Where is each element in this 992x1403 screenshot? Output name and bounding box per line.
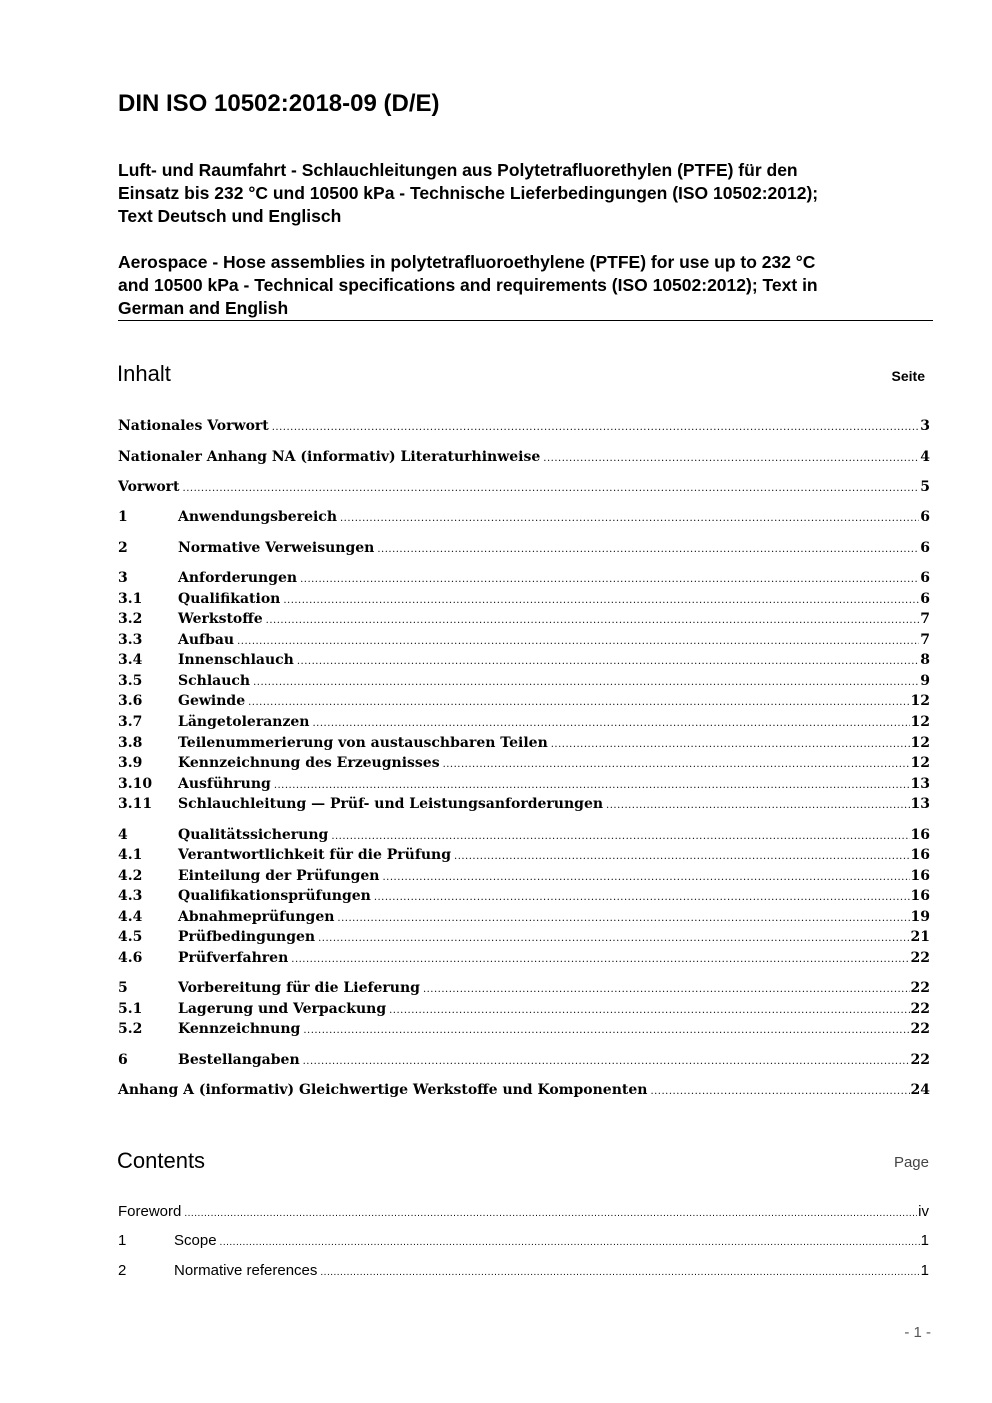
toc-de-dot-leader [443,759,910,770]
toc-de-dot-leader [183,483,920,494]
toc-de-entry-number: 3.3 [118,632,143,648]
german-title-line: Einsatz bis 232 °C und 10500 kPa - Technische Lieferbedingungen (ISO 10502:2012); [118,183,819,203]
toc-de-entry-page: 8 [920,652,930,668]
toc-en-entry-title: Foreword [118,1203,182,1220]
toc-de-entry-title: Ausführung [178,776,271,792]
toc-de-entry-title: Bestellangaben [178,1052,300,1068]
toc-de-entry-page: 22 [910,1021,930,1037]
toc-de-entry-title: Schlauch [178,673,251,689]
toc-de-entry-page: 22 [910,1001,930,1017]
toc-de-entry-number: 5.2 [118,1021,143,1037]
toc-de-entry-page: 12 [910,693,930,709]
toc-de-entry[interactable] [118,847,930,867]
toc-de-entry-page: 16 [910,847,930,863]
toc-de-entry-number: 3.4 [118,652,143,668]
toc-de-dot-leader [283,595,919,606]
toc-de-entry-number: 3.2 [118,611,143,627]
toc-de-entry-title: Anwendungsbereich [178,509,337,525]
toc-de-dot-leader [374,892,910,903]
toc-de-entry[interactable] [118,591,930,611]
toc-en-entry-page: iv [918,1203,929,1220]
toc-de-entry[interactable] [118,693,930,713]
toc-en-entry-page: 1 [920,1262,929,1279]
toc-de-dot-leader [297,656,919,667]
toc-de-entry[interactable] [118,449,930,469]
toc-de-entry-number: 3.6 [118,693,143,709]
toc-de-entry[interactable] [118,652,930,672]
toc-de-entry-number: 3.7 [118,714,143,730]
toc-de-entry[interactable] [118,509,930,529]
toc-en-entry-page: 1 [920,1232,929,1249]
toc-de-entry-title: Prüfbedingungen [178,929,316,945]
toc-de-dot-leader [543,453,919,464]
toc-de-entry-page: 9 [920,673,930,689]
toc-de-entry[interactable] [118,418,930,438]
toc-de-entry[interactable] [118,611,930,631]
toc-de-entry[interactable] [118,980,930,1000]
toc-de-entry-title: Lagerung und Verpackung [178,1001,387,1017]
toc-de-dot-leader [551,739,910,750]
toc-en-heading: Contents [117,1148,206,1173]
toc-de-dot-leader [272,422,920,433]
toc-de-entry-page: 22 [910,950,930,966]
toc-de-entry-title: Vorbereitung für die Lieferung [178,980,420,996]
toc-de-entry-title: Vorwort [118,479,180,495]
toc-de-entry-title: Gewinde [178,693,246,709]
toc-de-dot-leader [382,872,909,883]
toc-de-dot-leader [312,718,909,729]
toc-de-entry-number: 4.6 [118,950,143,966]
toc-de-entry-page: 6 [920,591,930,607]
german-title [118,159,933,228]
german-title-line: Text Deutsch und Englisch [118,206,342,226]
toc-de-entry[interactable] [118,1082,930,1102]
toc-de-dot-leader [237,636,919,647]
toc-de-entry-page: 12 [910,755,930,771]
toc-de-dot-leader [337,913,909,924]
toc-de-entry-title: Längetoleranzen [178,714,310,730]
toc-de-dot-leader [377,544,919,555]
toc-de-entry-page: 21 [910,929,930,945]
english-title-line: Aerospace - Hose assemblies in polytetrafluoroethylene (PTFE) for use up to 232 °C [118,252,816,272]
toc-de-entry-number: 3.9 [118,755,143,771]
toc-de-page-label: Seite [891,368,925,384]
toc-de-entry[interactable] [118,755,930,775]
english-title-line: and 10500 kPa - Technical specifications and requirements (ISO 10502:2012); Text in [118,275,818,295]
toc-de-entry-page: 13 [910,796,930,812]
toc-de-entry-number: 3.1 [118,591,143,607]
german-title-line: Luft- und Raumfahrt - Schlauchleitungen aus Polytetrafluorethylen (PTFE) für den [118,160,798,180]
toc-de-entry-title: Anhang A (informativ) Gleichwertige Werkstoffe und Komponenten [118,1082,648,1098]
toc-de-dot-leader [300,574,919,585]
toc-de-entry-number: 1 [118,509,128,525]
toc-de-dot-leader [650,1086,909,1097]
toc-de-entry-title: Nationaler Anhang NA (informativ) Literaturhinweise [118,449,541,465]
toc-de-entry-page: 7 [920,611,930,627]
toc-de-dot-leader [274,780,910,791]
toc-de-dot-leader [389,1005,909,1016]
toc-de-entry-title: Abnahmeprüfungen [178,909,335,925]
toc-en-entry[interactable] [118,1262,929,1282]
toc-de-dot-leader [253,677,919,688]
toc-de-entry-title: Einteilung der Prüfungen [178,868,380,884]
toc-de-entry-title: Schlauchleitung — Prüf- und Leistungsanforderungen [178,796,604,812]
toc-de-entry-number: 4.4 [118,909,143,925]
toc-de-entry[interactable] [118,673,930,693]
toc-de-entry-title: Prüfverfahren [178,950,289,966]
toc-en-entry-number: 2 [118,1262,127,1279]
page-number: - 1 - [904,1324,931,1341]
toc-de-entry-title: Qualifikation [178,591,281,607]
toc-de-entry-page: 22 [910,980,930,996]
toc-de-entry[interactable] [118,1021,930,1041]
toc-de-entry-page: 6 [920,540,930,556]
toc-de-entry-number: 4.3 [118,888,143,904]
toc-de-heading: Inhalt [117,361,171,386]
toc-de-entry-page: 13 [910,776,930,792]
toc-de-entry-number: 4.1 [118,847,143,863]
toc-de-entry[interactable] [118,540,930,560]
toc-de-entry-number: 4 [118,827,128,843]
toc-de-entry-title: Nationales Vorwort [118,418,269,434]
toc-de-entry-page: 19 [910,909,930,925]
toc-de-entry-page: 5 [920,479,930,495]
toc-en-entry-title: Normative references [174,1262,318,1279]
toc-de-entry-number: 3.8 [118,735,143,751]
toc-de-dot-leader [454,851,910,862]
toc-en-entry-number: 1 [118,1232,127,1249]
toc-de-dot-leader [331,831,909,842]
toc-de-entry[interactable] [118,632,930,652]
toc-en-dot-leader [320,1267,919,1278]
toc-de-entry[interactable] [118,909,930,929]
toc-de-entry-number: 3.5 [118,673,143,689]
toc-de-entry-title: Qualitätssicherung [178,827,329,843]
toc-de-entry-title: Werkstoffe [178,611,263,627]
toc-en-entry[interactable] [118,1203,929,1223]
toc-de-dot-leader [303,1056,910,1067]
toc-de-dot-leader [606,800,909,811]
toc-de-entry[interactable] [118,479,930,499]
toc-de-entry-number: 3.10 [118,776,153,792]
toc-de-entry[interactable] [118,827,930,847]
toc-de-entry-number: 4.5 [118,929,143,945]
document-title: DIN ISO 10502:2018-09 (D/E) [118,90,440,117]
toc-de-entry-page: 12 [910,735,930,751]
toc-de-entry-number: 3 [118,570,128,586]
toc-de-entry-title: Normative Verweisungen [178,540,375,556]
toc-de-entry[interactable] [118,888,930,908]
toc-de-entry-title: Anforderungen [178,570,298,586]
toc-de-entry[interactable] [118,950,930,970]
toc-de-entry-title: Teilenummerierung von austauschbaren Teilen [178,735,548,751]
toc-en-dot-leader [184,1208,917,1219]
toc-de-dot-leader [266,615,920,626]
toc-de-entry-number: 5.1 [118,1001,143,1017]
toc-de-entry-page: 24 [910,1082,930,1098]
toc-de-entry-title: Verantwortlichkeit für die Prüfung [178,847,452,863]
toc-de-entry[interactable] [118,714,930,734]
toc-de-entry[interactable] [118,735,930,755]
toc-de-entry[interactable] [118,868,930,888]
english-title-line: German and English [118,298,289,318]
toc-de-entry-title: Qualifikationsprüfungen [178,888,371,904]
toc-en-page-label: Page [893,1154,929,1171]
toc-de-entry-page: 16 [910,888,930,904]
toc-de-entry-page: 7 [920,632,930,648]
toc-de-entry-number: 2 [118,540,128,556]
toc-de-entry[interactable] [118,1052,930,1072]
toc-de-entry-page: 22 [910,1052,930,1068]
toc-de-entry[interactable] [118,929,930,949]
title-divider [118,320,933,321]
toc-de-entry-number: 6 [118,1052,128,1068]
toc-de-entry[interactable] [118,796,930,816]
toc-de-entry[interactable] [118,1001,930,1021]
toc-de-dot-leader [423,984,910,995]
toc-de-entry[interactable] [118,776,930,796]
toc-de-entry-page: 16 [910,868,930,884]
toc-de-entry-page: 6 [920,509,930,525]
toc-de-entry-title: Aufbau [178,632,235,648]
toc-de-entry-page: 3 [920,418,930,434]
toc-de-dot-leader [318,933,909,944]
toc-de-entry-page: 12 [910,714,930,730]
toc-de-entry-title: Kennzeichnung des Erzeugnisses [178,755,440,771]
toc-de-dot-leader [340,513,919,524]
toc-de-dot-leader [291,954,909,965]
toc-de-dot-leader [303,1025,909,1036]
toc-de-entry[interactable] [118,570,930,590]
toc-de-entry-page: 16 [910,827,930,843]
toc-en-dot-leader [220,1237,920,1248]
toc-de-entry-title: Kennzeichnung [178,1021,301,1037]
toc-de-entry-number: 5 [118,980,128,996]
english-title [118,251,933,320]
toc-de-entry-title: Innenschlauch [178,652,294,668]
toc-en-entry-title: Scope [174,1232,217,1249]
toc-de-entry-number: 4.2 [118,868,143,884]
toc-de-dot-leader [248,697,909,708]
toc-de-entry-number: 3.11 [118,796,153,812]
toc-de-entry-page: 6 [920,570,930,586]
toc-de-entry-page: 4 [920,449,930,465]
toc-en-entry[interactable] [118,1232,929,1252]
